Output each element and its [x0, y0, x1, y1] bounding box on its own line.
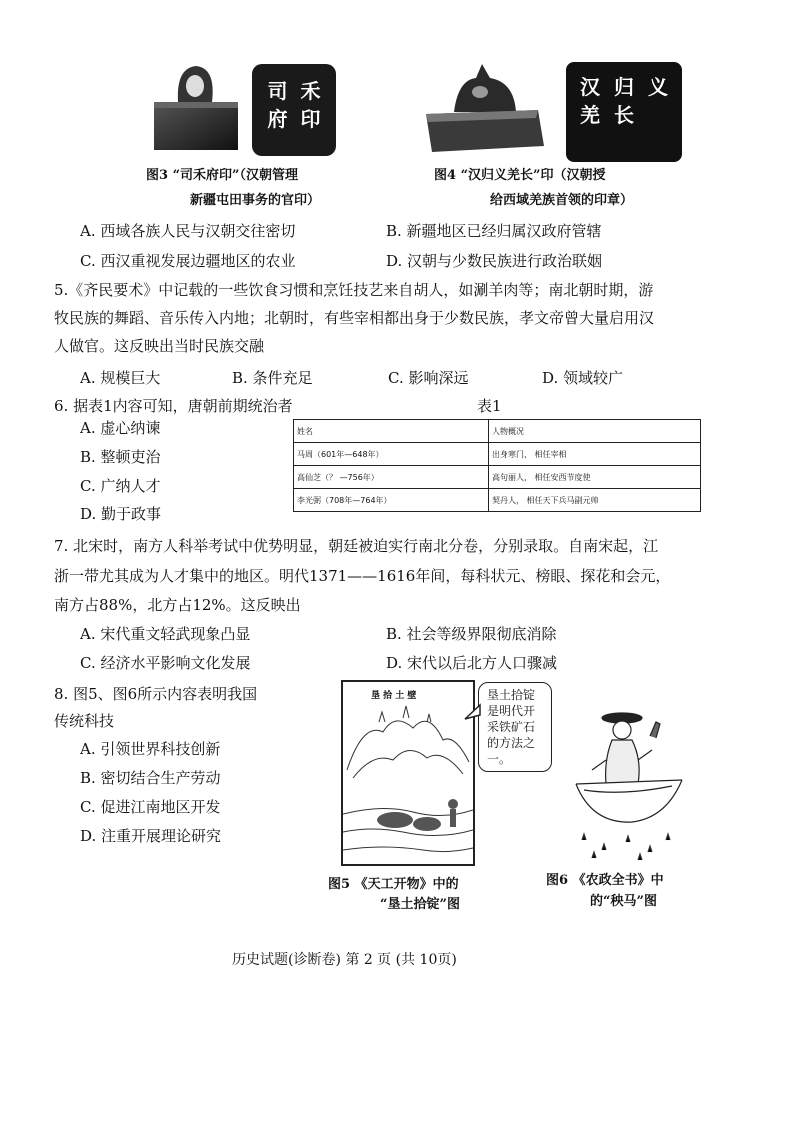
q6-option-b: B. 整顿吏治 [80, 448, 161, 466]
fig4-seal-imprint [566, 62, 682, 162]
q5-option-b: B. 条件充足 [232, 369, 313, 387]
fig5-caption-line1: 图5 《天工开物》中的 [328, 877, 459, 892]
seal-char: 司 [267, 79, 288, 103]
q6-option-c: C. 广纳人才 [80, 477, 161, 495]
table-cell: 马周（601年—648年） [294, 443, 489, 466]
q5-option-c: C. 影响深远 [388, 369, 469, 387]
q7-option-b: B. 社会等级界限彻底消除 [386, 625, 557, 643]
bubble-line: 一。 [487, 752, 512, 766]
table-row [294, 443, 701, 466]
seal-char: 府 [267, 107, 288, 131]
q8-stem-line1: 8. 图5、图6所示内容表明我国 [54, 685, 258, 703]
seal-char: 羌 [580, 103, 600, 127]
table-header-row [294, 420, 701, 443]
seal-char: 义 [648, 75, 668, 99]
q7-option-c: C. 经济水平影响文化发展 [80, 654, 251, 672]
seal-char: 印 [300, 107, 321, 131]
seal-char: 汉 [580, 75, 600, 99]
bubble-line: 采铁矿石 [487, 720, 536, 734]
fig3-caption-line1: 图3 “司禾府印”（汉朝管理 [146, 168, 299, 183]
fig4-seal-photo [418, 58, 550, 156]
bubble-line: 是明代开 [487, 704, 536, 718]
bubble-pointer [463, 703, 483, 723]
q6-option-d: D. 勤于政事 [80, 505, 162, 523]
bubble-line: 的方法之 [487, 736, 536, 750]
q7-stem-line3: 南方占88%，北方占12%。这反映出 [54, 596, 301, 614]
speech-bubble [478, 682, 552, 772]
q5-option-d: D. 领域较广 [542, 369, 624, 387]
page-footer: 历史试题(诊断卷) 第 2 页 (共 10页) [232, 952, 457, 968]
q8-option-c: C. 促进江南地区开发 [80, 798, 221, 816]
q4-option-c: C. 西汉重视发展边疆地区的农业 [80, 252, 296, 270]
q5-stem-line1: 5.《齐民要术》中记载的一些饮食习惯和烹饪技艺来自胡人，如涮羊肉等；南北朝时期，游 [54, 281, 654, 299]
table1-title: 表1 [477, 397, 502, 415]
seal-char: 长 [614, 103, 634, 127]
q7-option-d: D. 宋代以后北方人口骤减 [386, 654, 558, 672]
table-cell: 李光弼（708年—764年） [294, 489, 489, 512]
q5-stem-line3: 人做官。这反映出当时民族交融 [54, 337, 265, 355]
fig6-illustration [562, 700, 692, 864]
q5-stem-line2: 牧民族的舞蹈、音乐传入内地；北朝时，有些宰相都出身于少数民族，孝文帝曾大量启用汉 [54, 309, 655, 327]
bubble-line: 垦土拾锭 [487, 688, 536, 702]
fig6-caption-line1: 图6 《农政全书》中 [546, 873, 664, 888]
q7-stem-line1: 7. 北宋时，南方人科举考试中优势明显，朝廷被迫实行南北分卷，分别录取。自南宋起，江 [54, 537, 659, 555]
q8-option-a: A. 引领世界科技创新 [80, 740, 221, 758]
table-header-cell: 人物概况 [489, 420, 701, 443]
q7-option-a: A. 宋代重文轻武现象凸显 [80, 625, 251, 643]
seal-char: 禾 [300, 79, 321, 103]
table-cell: 高仙芝（？ —756年） [294, 466, 489, 489]
q6-stem: 6. 据表1内容可知，唐朝前期统治者 [54, 397, 293, 415]
q8-option-d: D. 注重开展理论研究 [80, 827, 222, 845]
fig3-caption-line2: 新疆屯田事务的官印） [190, 193, 321, 208]
q5-option-a: A. 规模巨大 [80, 369, 161, 387]
table-row [294, 489, 701, 512]
fig3-seal-photo [148, 62, 242, 154]
table-cell: 契丹人， 相任天下兵马副元帅 [489, 489, 701, 512]
fig3-seal-imprint [252, 64, 336, 156]
fig5-caption-line2: “垦土拾锭”图 [380, 897, 460, 912]
q7-stem-line2: 浙一带尤其成为人才集中的地区。明代1371——1616年间，每科状元、榜眼、探花和会元， [54, 567, 671, 585]
q4-option-a: A. 西域各族人民与汉朝交往密切 [80, 222, 296, 240]
table1 [293, 419, 701, 512]
fig4-caption-line1: 图4 “汉归义羌长”印（汉朝授 [434, 168, 606, 183]
q6-option-a: A. 虚心纳谏 [80, 419, 161, 437]
q4-option-b: B. 新疆地区已经归属汉政府管辖 [386, 222, 602, 240]
table-row [294, 466, 701, 489]
q8-stem-line2: 传统科技 [54, 712, 115, 730]
fig4-caption-line2: 给西域羌族首领的印章） [490, 193, 634, 208]
fig5-inner-title: 垦 拾 土 壁 [371, 691, 417, 701]
fig6-caption-line2: 的“秧马”图 [590, 894, 657, 909]
q8-option-b: B. 密切结合生产劳动 [80, 769, 221, 787]
seal-char: 归 [614, 75, 634, 99]
table-cell: 出身寒门， 相任宰相 [489, 443, 701, 466]
table-header-cell: 姓名 [294, 420, 489, 443]
q4-option-d: D. 汉朝与少数民族进行政治联姻 [386, 252, 603, 270]
table-cell: 高句丽人， 相任安西节度使 [489, 466, 701, 489]
fig5-illustration [341, 680, 475, 866]
